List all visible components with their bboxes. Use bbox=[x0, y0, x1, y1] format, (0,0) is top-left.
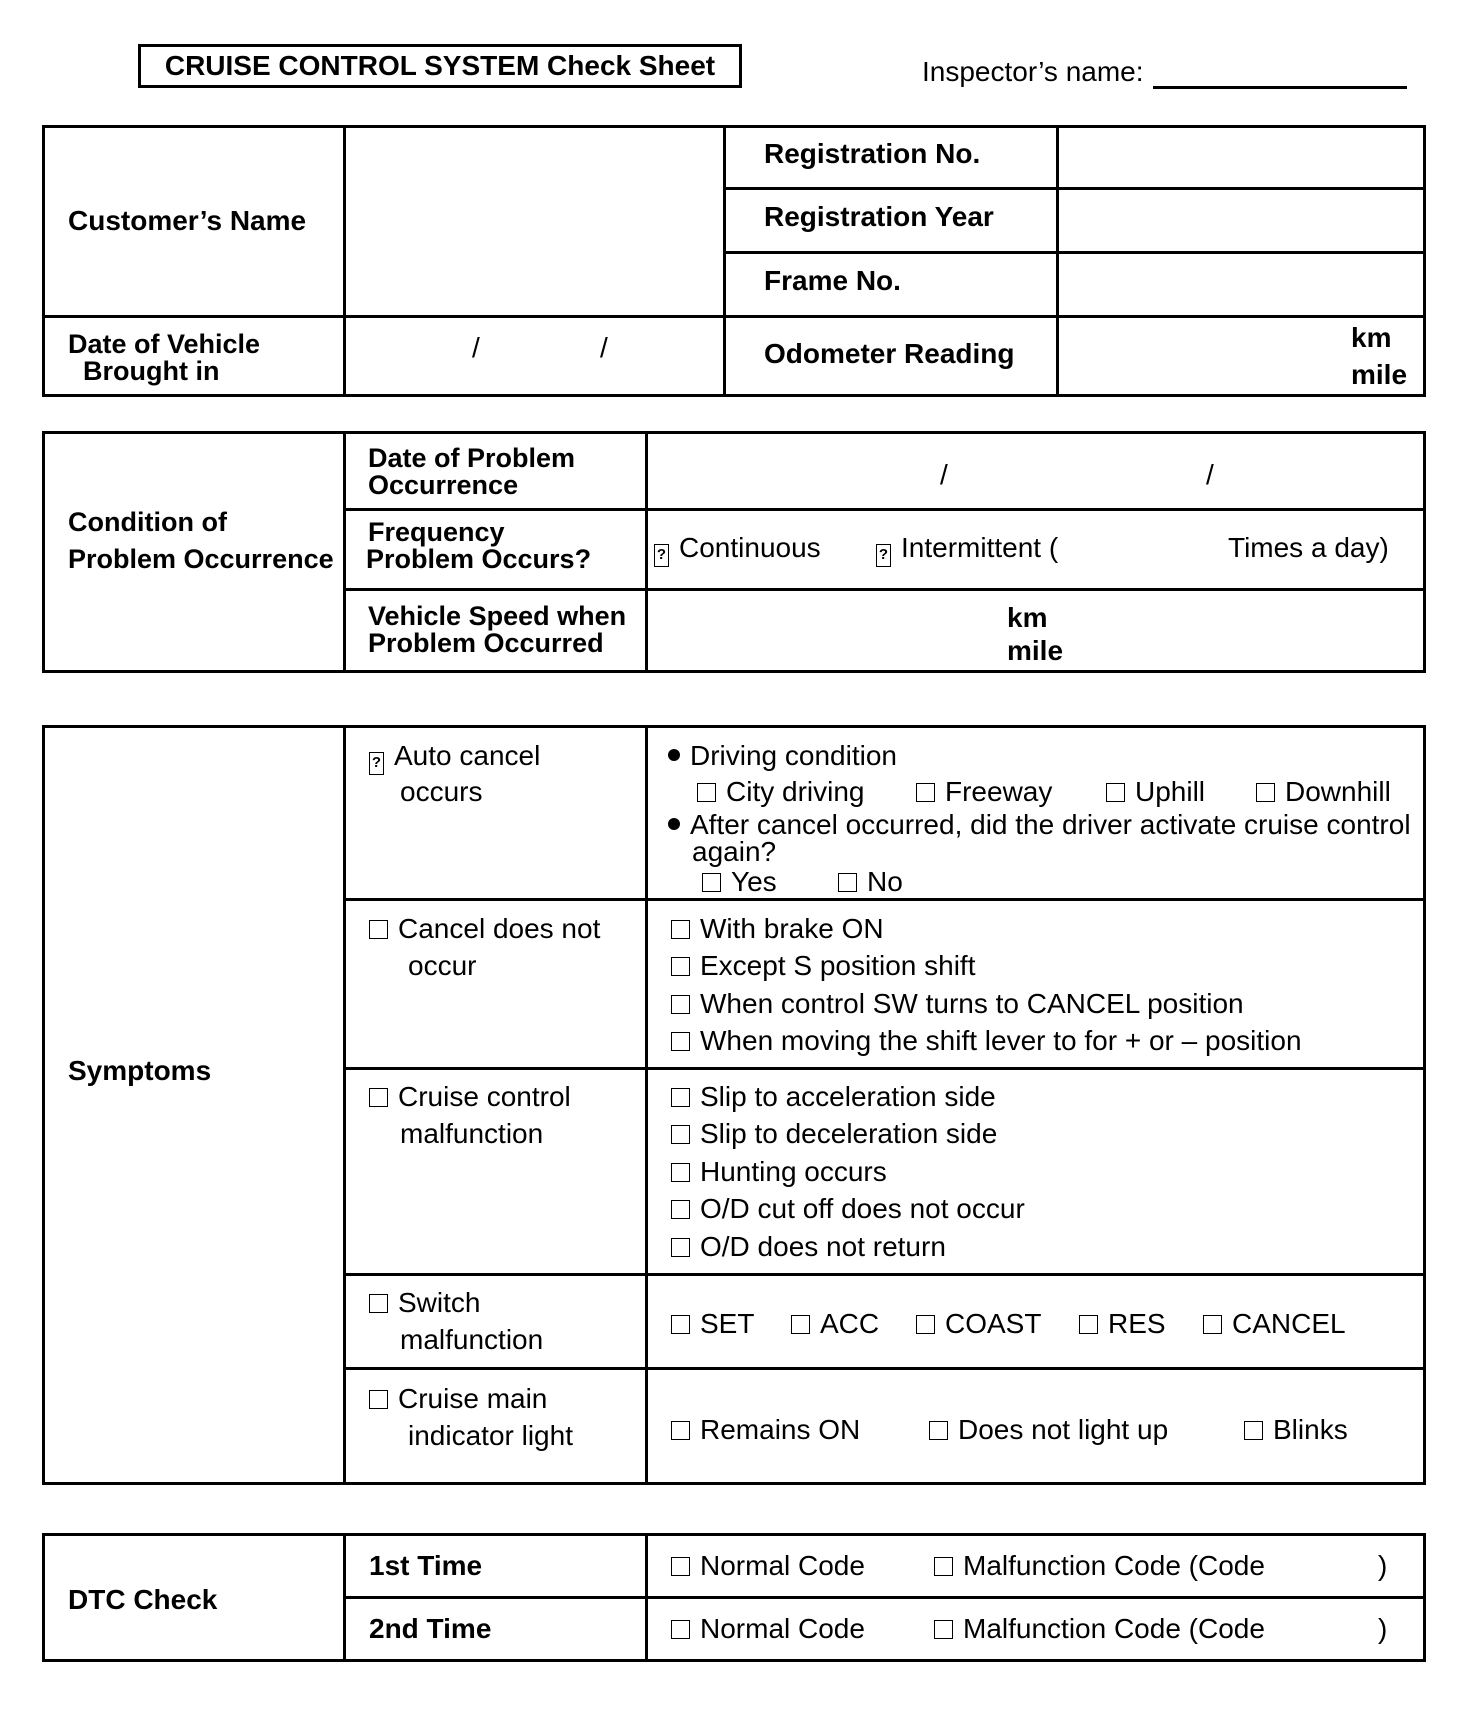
auto-cancel-checkbox[interactable]: ? bbox=[369, 752, 384, 775]
date-problem-label: Date of Problem bbox=[368, 443, 576, 473]
speed-label: Vehicle Speed when bbox=[368, 601, 627, 631]
driving-condition-label: Driving condition bbox=[668, 740, 897, 772]
switch-option-cancel[interactable]: CANCEL bbox=[1203, 1308, 1346, 1340]
cancel-option[interactable]: When moving the shift lever to for + or – position bbox=[671, 1025, 1302, 1057]
speed-unit-mile: mile bbox=[1007, 635, 1064, 666]
indicator-option-blinks[interactable]: Blinks bbox=[1244, 1414, 1348, 1446]
date-separator: / bbox=[940, 459, 948, 490]
dtc-section-label: DTC Check bbox=[68, 1584, 218, 1615]
times-a-day-label: Times a day) bbox=[1228, 532, 1389, 563]
bullet-icon bbox=[668, 818, 680, 830]
checkbox[interactable] bbox=[697, 783, 716, 802]
switch-malfunction-label-2: malfunction bbox=[400, 1324, 544, 1355]
date-brought-in-label-2: Brought in bbox=[83, 356, 220, 386]
malfunction-option[interactable]: O/D does not return bbox=[671, 1231, 946, 1263]
road-option-downhill[interactable]: Downhill bbox=[1256, 776, 1391, 808]
checkbox[interactable] bbox=[671, 1557, 690, 1576]
cancel-not-occur-option[interactable]: Cancel does not bbox=[369, 913, 600, 945]
sheet-title: CRUISE CONTROL SYSTEM Check Sheet bbox=[138, 44, 742, 88]
cancel-option[interactable]: With brake ON bbox=[671, 913, 884, 945]
auto-cancel-option[interactable]: ? Auto cancel bbox=[369, 740, 540, 775]
symptoms-section-label: Symptoms bbox=[68, 1055, 212, 1086]
cruise-malfunction-option[interactable]: Cruise control bbox=[369, 1081, 571, 1113]
auto-cancel-label-2: occurs bbox=[400, 776, 483, 807]
checkbox[interactable] bbox=[702, 873, 721, 892]
road-option-freeway[interactable]: Freeway bbox=[916, 776, 1052, 808]
checkbox[interactable] bbox=[671, 995, 690, 1014]
customer-name-field[interactable] bbox=[346, 128, 723, 315]
intermittent-checkbox[interactable]: ? bbox=[876, 544, 891, 567]
checkbox[interactable] bbox=[671, 1200, 690, 1219]
malfunction-option[interactable]: Hunting occurs bbox=[671, 1156, 887, 1188]
checkbox[interactable] bbox=[369, 1390, 388, 1409]
close-paren: ) bbox=[1378, 1613, 1388, 1644]
checkbox[interactable] bbox=[369, 1294, 388, 1313]
cancel-option[interactable]: When control SW turns to CANCEL position bbox=[671, 988, 1244, 1020]
indicator-option-remains-on[interactable]: Remains ON bbox=[671, 1414, 860, 1446]
malfunction-option[interactable]: Slip to deceleration side bbox=[671, 1118, 997, 1150]
frame-no-field[interactable] bbox=[1059, 254, 1423, 315]
registration-year-label: Registration Year bbox=[764, 201, 994, 232]
checkbox[interactable] bbox=[671, 957, 690, 976]
condition-section-label: Condition of bbox=[68, 507, 227, 537]
registration-year-field[interactable] bbox=[1059, 190, 1423, 251]
registration-no-label: Registration No. bbox=[764, 138, 981, 169]
date-separator: / bbox=[1206, 459, 1214, 490]
checkbox[interactable] bbox=[671, 1163, 690, 1182]
condition-section-label-2: Problem Occurrence bbox=[68, 544, 334, 574]
switch-option-set[interactable]: SET bbox=[671, 1308, 754, 1340]
checkbox[interactable] bbox=[671, 1088, 690, 1107]
checkbox[interactable] bbox=[916, 783, 935, 802]
checkbox[interactable] bbox=[369, 1088, 388, 1107]
speed-label-2: Problem Occurred bbox=[368, 628, 604, 658]
date-problem-label-2: Occurrence bbox=[368, 470, 519, 500]
checkbox[interactable] bbox=[1203, 1315, 1222, 1334]
indicator-option-no-light[interactable]: Does not light up bbox=[929, 1414, 1168, 1446]
inspector-name-field[interactable] bbox=[1153, 86, 1407, 89]
road-option-city[interactable]: City driving bbox=[697, 776, 864, 808]
frame-no-label: Frame No. bbox=[764, 265, 901, 296]
cancel-option[interactable]: Except S position shift bbox=[671, 950, 975, 982]
dtc-normal-code-option[interactable]: Normal Code bbox=[671, 1613, 865, 1645]
dtc-first-time-label: 1st Time bbox=[369, 1550, 483, 1581]
checkbox[interactable] bbox=[934, 1557, 953, 1576]
odometer-unit-km: km bbox=[1351, 322, 1392, 353]
continuous-checkbox[interactable]: ? bbox=[654, 544, 669, 567]
dtc-malfunction-code-option[interactable]: Malfunction Code (Code bbox=[934, 1550, 1265, 1582]
odometer-unit-mile: mile bbox=[1351, 359, 1408, 390]
checkbox[interactable] bbox=[1079, 1315, 1098, 1334]
checkbox[interactable] bbox=[838, 873, 857, 892]
checkbox[interactable] bbox=[671, 1238, 690, 1257]
indicator-light-label-2: indicator light bbox=[408, 1420, 573, 1451]
indicator-light-option[interactable]: Cruise main bbox=[369, 1383, 547, 1415]
checkbox[interactable] bbox=[671, 920, 690, 939]
checkbox[interactable] bbox=[1256, 783, 1275, 802]
close-paren: ) bbox=[1378, 1550, 1388, 1581]
cancel-not-occur-label-2: occur bbox=[408, 950, 477, 981]
reactivate-yes-option[interactable]: Yes bbox=[702, 866, 777, 898]
switch-option-acc[interactable]: ACC bbox=[791, 1308, 879, 1340]
dtc-malfunction-code-option[interactable]: Malfunction Code (Code bbox=[934, 1613, 1265, 1645]
date-separator: / bbox=[472, 332, 480, 363]
switch-malfunction-option[interactable]: Switch bbox=[369, 1287, 480, 1319]
continuous-option[interactable]: ? Continuous bbox=[654, 532, 821, 567]
switch-option-coast[interactable]: COAST bbox=[916, 1308, 1041, 1340]
checkbox[interactable] bbox=[671, 1315, 690, 1334]
checkbox[interactable] bbox=[369, 920, 388, 939]
frequency-label-2: Problem Occurs? bbox=[366, 544, 592, 574]
malfunction-option[interactable]: Slip to acceleration side bbox=[671, 1081, 996, 1113]
frequency-label: Frequency bbox=[368, 517, 505, 547]
checkbox[interactable] bbox=[671, 1125, 690, 1144]
intermittent-option[interactable]: ? Intermittent ( bbox=[876, 532, 1058, 567]
checkbox[interactable] bbox=[671, 1421, 690, 1440]
date-brought-in-label: Date of Vehicle bbox=[68, 329, 261, 359]
bullet-icon bbox=[668, 749, 680, 761]
registration-no-field[interactable] bbox=[1059, 128, 1423, 187]
checkbox[interactable] bbox=[671, 1620, 690, 1639]
odometer-label: Odometer Reading bbox=[764, 338, 1015, 369]
checkbox[interactable] bbox=[671, 1032, 690, 1051]
customer-name-label: Customer’s Name bbox=[68, 205, 307, 236]
road-option-uphill[interactable]: Uphill bbox=[1106, 776, 1205, 808]
reactivate-no-option[interactable]: No bbox=[838, 866, 903, 898]
speed-unit-km: km bbox=[1007, 602, 1048, 633]
dtc-normal-code-option[interactable]: Normal Code bbox=[671, 1550, 865, 1582]
cruise-malfunction-label-2: malfunction bbox=[400, 1118, 544, 1149]
checkbox[interactable] bbox=[916, 1315, 935, 1334]
checkbox[interactable] bbox=[1244, 1421, 1263, 1440]
checkbox[interactable] bbox=[934, 1620, 953, 1639]
checkbox[interactable] bbox=[929, 1421, 948, 1440]
malfunction-option[interactable]: O/D cut off does not occur bbox=[671, 1193, 1025, 1225]
checkbox[interactable] bbox=[791, 1315, 810, 1334]
inspector-name-label: Inspector’s name: bbox=[922, 56, 1144, 87]
dtc-second-time-label: 2nd Time bbox=[369, 1613, 492, 1644]
date-separator: / bbox=[600, 332, 608, 363]
reactivate-question-2: again? bbox=[692, 836, 777, 867]
checkbox[interactable] bbox=[1106, 783, 1125, 802]
reactivate-question: After cancel occurred, did the driver activate cruise control bbox=[668, 809, 1411, 841]
switch-option-res[interactable]: RES bbox=[1079, 1308, 1166, 1340]
